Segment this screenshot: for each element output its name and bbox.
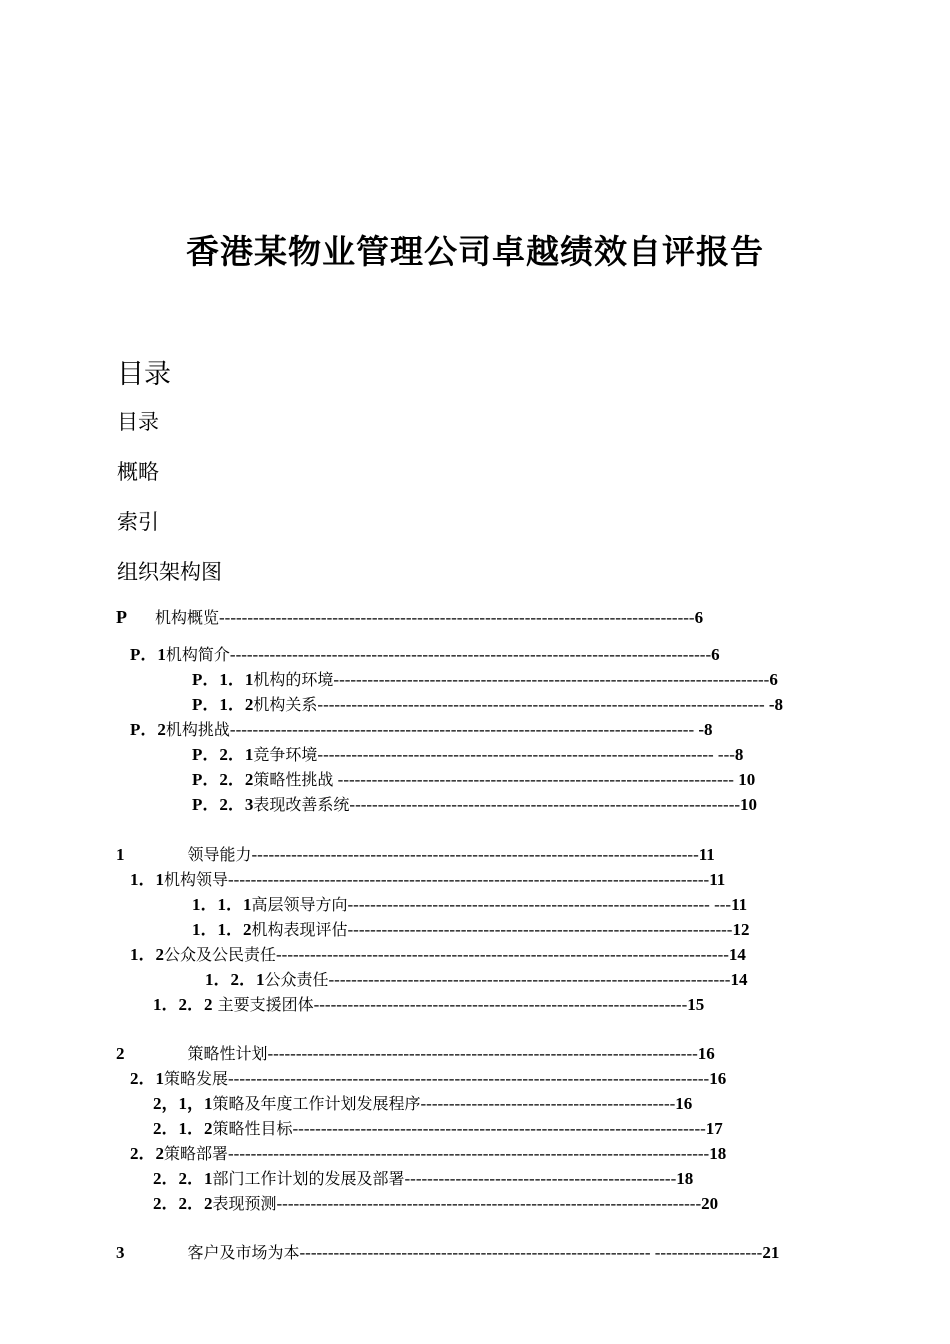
toc-entry-number: 2．2．1 <box>153 1169 213 1188</box>
toc-entry-text: 策略性目标 <box>212 1119 293 1138</box>
toc-entry-page: 16 <box>709 1069 727 1088</box>
toc-leader: ------------------------------------------------------------------------------- <box>317 695 765 714</box>
toc-entry-text: 策略部署 <box>164 1144 229 1163</box>
document-title: 香港某物业管理公司卓越绩效自评报告 <box>186 232 764 271</box>
toc-entry <box>130 945 806 965</box>
toc-leader: ------------------------------------------------------------------------------------ <box>219 608 695 627</box>
toc-leader: --------------------------------------------------------------------- <box>349 795 741 814</box>
toc-entry <box>130 870 812 890</box>
toc-leader: -------------------------------------------------------------- ------------------- <box>299 1243 763 1262</box>
toc-entry <box>192 770 827 790</box>
front-item-index: 索引 <box>117 510 159 534</box>
toc-entry <box>153 1094 783 1114</box>
toc-entry-page: 11 <box>731 895 748 914</box>
toc-leader: ---------------------------------------------------------------------------- <box>267 1044 698 1063</box>
toc-entry-page: -8 <box>764 695 784 714</box>
toc-entry-text: 策略发展 <box>164 1069 229 1088</box>
toc-leader: ------------------------------------------------------------------------- <box>292 1119 706 1138</box>
toc-leader: ------------------------------------------------------------------------------- <box>251 845 699 864</box>
toc-entry-number: 2，1，1 <box>153 1094 213 1113</box>
toc-leader: ----------------------------------------------------------------------------- <box>333 670 770 689</box>
toc-entry <box>192 745 812 765</box>
toc-entry-number: P．2．3 <box>192 795 254 814</box>
toc-entry-text: 机构概览 <box>155 608 220 627</box>
toc-leader: ------------------------------------------------------------------ <box>313 995 688 1014</box>
toc-entry-page: 10 <box>733 770 756 789</box>
toc-entry-page: 8 <box>734 745 744 764</box>
toc-entry-page: 20 <box>701 1194 719 1213</box>
toc-entry-text: 主要支援团体 <box>212 995 314 1014</box>
toc-entry-text: 表现改善系统 <box>253 795 350 814</box>
toc-entry <box>192 670 817 690</box>
toc-entry <box>130 720 800 740</box>
toc-entry-number: 2．2．2 <box>153 1194 213 1213</box>
toc-entry-text: 策略性挑战 <box>253 770 334 789</box>
toc-entry-page: 21 <box>762 1243 780 1262</box>
toc-entry-page: 17 <box>705 1119 723 1138</box>
toc-entry-page: 11 <box>709 870 726 889</box>
toc-entry-number: 2 <box>116 1044 125 1063</box>
toc-entry-page: -8 <box>694 720 713 739</box>
toc-entry-text: 策略及年度工作计划发展程序 <box>212 1094 421 1113</box>
toc-entry <box>192 895 824 915</box>
toc-entry-number: 3 <box>116 1243 125 1262</box>
toc-leader: -------------------------------------------------------------------------------- <box>276 945 729 964</box>
toc-entry <box>116 1243 820 1263</box>
toc-entry-number: 1．1．2 <box>192 920 252 939</box>
toc-entry-number: P．2 <box>130 720 166 739</box>
toc-entry-number: 2．1．2 <box>153 1119 213 1138</box>
toc-entry <box>130 645 800 665</box>
toc-entry-page: 10 <box>740 795 758 814</box>
toc-leader: ------------------------------------------------------------------------------------- <box>228 1144 710 1163</box>
toc-entry-text: 竞争环境 <box>253 745 318 764</box>
toc-entry <box>192 795 822 815</box>
toc-entry-number: P．2．1 <box>192 745 254 764</box>
toc-entry-text: 领导能力 <box>187 845 252 864</box>
toc-entry-text: 客户及市场为本 <box>187 1243 300 1262</box>
toc-entry-number: 1 <box>116 845 125 864</box>
toc-leader: ---------------------------------------------------------------------------------- <box>229 720 695 739</box>
toc-entry-number: 2．2 <box>130 1144 164 1163</box>
toc-leader: ---------------------------------------------------------------------- <box>333 770 734 789</box>
front-item-summary: 概略 <box>117 460 159 484</box>
toc-entry-page: 14 <box>728 945 746 964</box>
toc-entry-text: 机构表现评估 <box>251 920 348 939</box>
toc-entry-text: 机构的环境 <box>253 670 334 689</box>
toc-leader: -------------------------------------------------------------------- <box>347 920 733 939</box>
toc-entry-text: 部门工作计划的发展及部署 <box>212 1169 405 1188</box>
toc-entry <box>153 995 781 1015</box>
toc-entry <box>192 695 817 715</box>
toc-entry <box>153 1119 783 1139</box>
toc-entry <box>116 1044 816 1064</box>
toc-entry <box>205 970 819 990</box>
toc-entry-text: 公众责任 <box>264 970 329 989</box>
toc-entry-text: 机构简介 <box>165 645 230 664</box>
front-item-contents: 目录 <box>117 410 159 434</box>
toc-leader: ------------------------------------------------------------------------------------- <box>229 645 712 664</box>
toc-entry-text: 策略性计划 <box>187 1044 268 1063</box>
toc-entry-text: 高层领导方向 <box>251 895 348 914</box>
toc-entry-text: 公众及公民责任 <box>164 945 277 964</box>
toc-entry-number: 1．1 <box>130 870 164 889</box>
toc-entry-number: P．1．1 <box>192 670 254 689</box>
toc-entry-text: 机构关系 <box>253 695 318 714</box>
toc-entry-page: 16 <box>697 1044 715 1063</box>
toc-entry-number: P <box>116 607 127 627</box>
toc-entry <box>116 845 816 865</box>
toc-entry-number: P．1．2 <box>192 695 254 714</box>
toc-entry-page: 6 <box>769 670 778 689</box>
toc-entry-number: P．1 <box>130 645 166 664</box>
toc-entry <box>192 920 828 940</box>
toc-entry-page: 14 <box>730 970 748 989</box>
toc-entry-page: 6 <box>711 645 720 664</box>
toc-leader: ------------------------------------------------ <box>404 1169 677 1188</box>
toc-leader: --------------------------------------------- <box>420 1094 676 1113</box>
toc-entry-page: 18 <box>676 1169 694 1188</box>
toc-leader: ------------------------------------------------------------------------------------- <box>228 870 710 889</box>
toc-leader: ---------------------------------------------------------------- --- <box>347 895 732 914</box>
toc-entry-number: 1．2．1 <box>205 970 265 989</box>
toc-heading: 目录 <box>117 359 171 390</box>
toc-entry-number: 1．2 <box>130 945 164 964</box>
toc-entry-number: 2．1 <box>130 1069 164 1088</box>
front-item-org-chart: 组织架构图 <box>117 560 222 584</box>
toc-entry-page: 15 <box>687 995 705 1014</box>
toc-entry <box>130 1069 806 1089</box>
toc-entry <box>116 607 786 628</box>
toc-entry-page: 11 <box>698 845 715 864</box>
toc-entry <box>153 1169 783 1189</box>
toc-entry-number: 1．1．1 <box>192 895 252 914</box>
toc-entry-text: 机构领导 <box>164 870 229 889</box>
toc-leader: ------------------------------------------------------------------------------------- <box>228 1069 710 1088</box>
toc-leader: --------------------------------------------------------------------------- <box>276 1194 702 1213</box>
toc-entry <box>153 1194 783 1214</box>
toc-entry-page: 18 <box>709 1144 727 1163</box>
toc-entry-page: 12 <box>732 920 750 939</box>
toc-leader: ---------------------------------------------------------------------- --- <box>317 745 735 764</box>
toc-entry-text: 表现预测 <box>212 1194 277 1213</box>
toc-entry-number: P．2．2 <box>192 770 254 789</box>
toc-entry-page: 16 <box>675 1094 693 1113</box>
toc-entry <box>130 1144 808 1164</box>
toc-entry-text: 机构挑战 <box>165 720 230 739</box>
toc-leader: ----------------------------------------------------------------------- <box>328 970 731 989</box>
toc-entry-page: 6 <box>694 608 704 627</box>
toc-entry-number: 1．2．2 <box>153 995 213 1014</box>
